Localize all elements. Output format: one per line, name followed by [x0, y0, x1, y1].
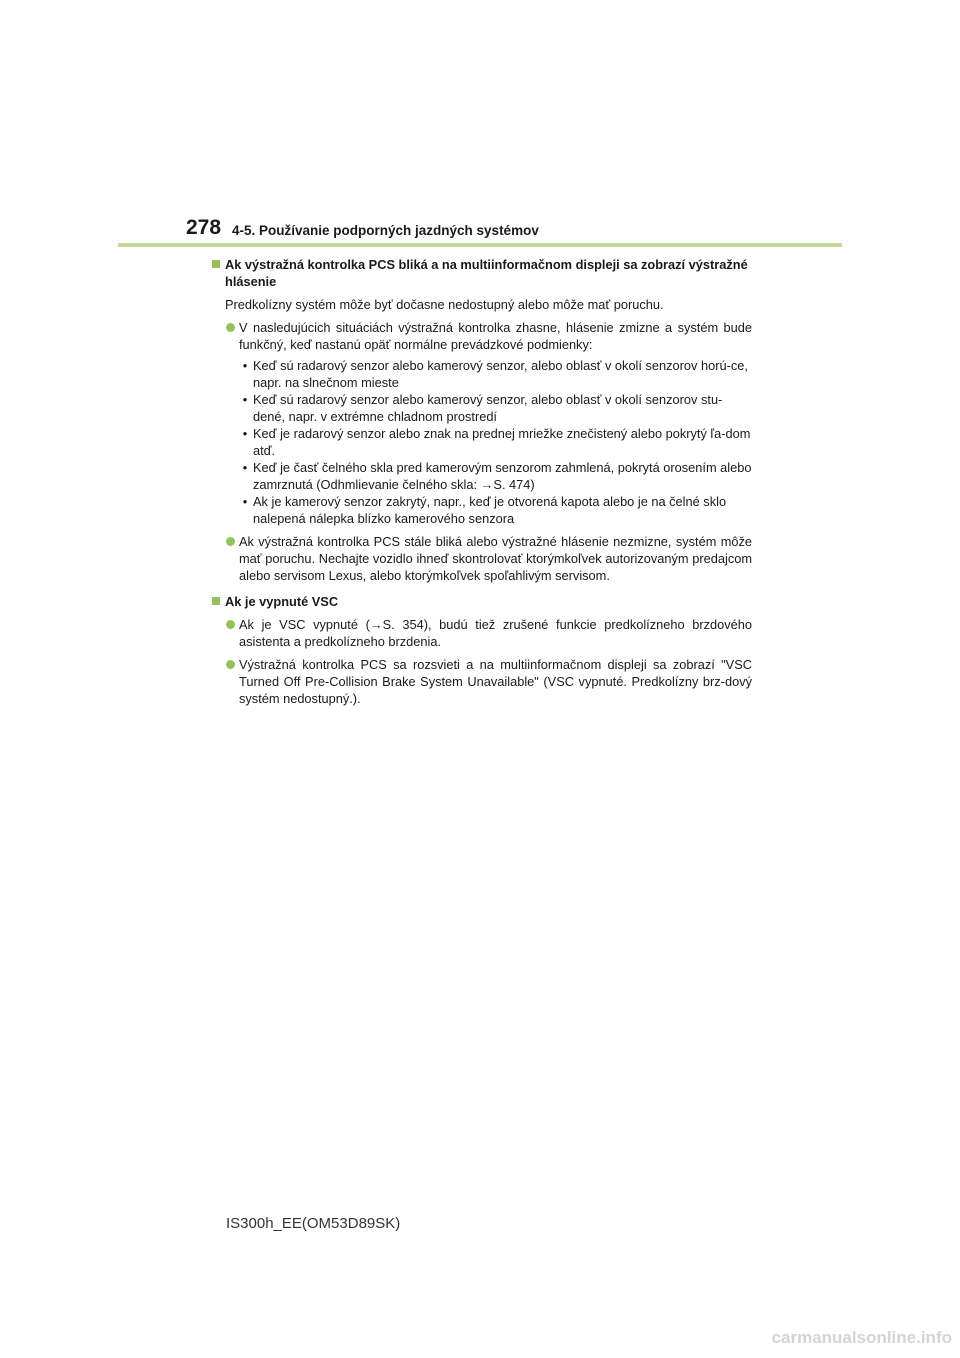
sub-item: [210, 425, 752, 459]
square-bullet-icon: [212, 597, 220, 605]
bullet-text: V nasledujúcich situáciách výstražná kontrolka zhasne, hlásenie zmizne a systém bude funkčný, keď nastanú opäť normálne prevádzkové podmienky:: [239, 320, 752, 352]
section-heading-vsc-off: [210, 593, 752, 610]
bullet-item: [210, 533, 752, 584]
middle-dot-icon: •: [242, 494, 248, 509]
sub-list: [210, 357, 752, 527]
heading-text: Ak je vypnuté VSC: [225, 594, 339, 609]
section-heading-pcs-warning: [210, 256, 752, 290]
bullet-text: Ak je VSC vypnuté (→S. 354), budú tiež zrušené funkcie predkolízneho brzdového asistenta a predkolízneho brzdenia.: [239, 617, 752, 649]
sub-item-text: Keď sú radarový senzor alebo kamerový senzor, alebo oblasť v okolí senzorov stu-dené, napr. v extrémne chladnom prostredí: [253, 392, 723, 424]
bullet-item: [210, 319, 752, 353]
sub-item-text: Keď sú radarový senzor alebo kamerový senzor, alebo oblasť v okolí senzorov horú-ce, napr. na slnečnom mieste: [253, 358, 748, 390]
bullet-text: Ak výstražná kontrolka PCS stále bliká alebo výstražné hlásenie nezmizne, systém môže mať poruchu. Nechajte vozidlo ihneď skontrolovať ktorýmkoľvek autorizovaným predajcom alebo servisom Lexus, alebo ktorýmkoľvek spoľahlivým servisom.: [239, 534, 752, 583]
middle-dot-icon: •: [242, 460, 248, 475]
circle-bullet-icon: [226, 537, 235, 546]
footer-model-code: IS300h_EE(OM53D89SK): [226, 1215, 401, 1232]
circle-bullet-icon: [226, 660, 235, 669]
middle-dot-icon: •: [242, 358, 248, 373]
intro-text: Predkolízny systém môže byť dočasne nedostupný alebo môže mať poruchu.: [225, 297, 664, 312]
page-number: 278: [186, 216, 222, 239]
sub-item-text: Ak je kamerový senzor zakrytý, napr., keď je otvorená kapota alebo je na čelné sklo nalepená nálepka blízko kamerového senzora: [253, 494, 727, 526]
middle-dot-icon: •: [242, 392, 248, 407]
sub-item-text: Keď je časť čelného skla pred kamerovým senzorom zahmlená, pokrytá orosením alebo zamrznutá (Odhmlievanie čelného skla: →S. 474): [253, 460, 752, 492]
circle-bullet-icon: [226, 323, 235, 332]
sub-item: [210, 357, 752, 391]
bullet-item: [210, 656, 752, 707]
circle-bullet-icon: [226, 620, 235, 629]
bullet-text: Výstražná kontrolka PCS sa rozsvieti a na multiinformačnom displeji sa zobrazí "VSC Turned Off Pre-Collision Brake System Unavailable" (VSC vypnuté. Predkolízny brz-dový systém nedostupný.).: [239, 657, 752, 706]
header-rule: [118, 243, 842, 247]
section-title: 4-5. Používanie podporných jazdných systémov: [232, 223, 539, 238]
watermark: carmanualsonline.info: [771, 1328, 952, 1347]
sub-item-text: Keď je radarový senzor alebo znak na prednej mriežke znečistený alebo pokrytý ľa-dom atď.: [253, 426, 751, 458]
heading-text: Ak výstražná kontrolka PCS bliká a na multiinformačnom displeji sa zobrazí výstražné hlásenie: [225, 257, 748, 289]
square-bullet-icon: [212, 260, 220, 268]
main-content: [210, 256, 752, 707]
bullet-item: [210, 616, 752, 650]
sub-item: [210, 459, 752, 493]
middle-dot-icon: •: [242, 426, 248, 441]
sub-item: [210, 493, 752, 527]
sub-item: [210, 391, 752, 425]
